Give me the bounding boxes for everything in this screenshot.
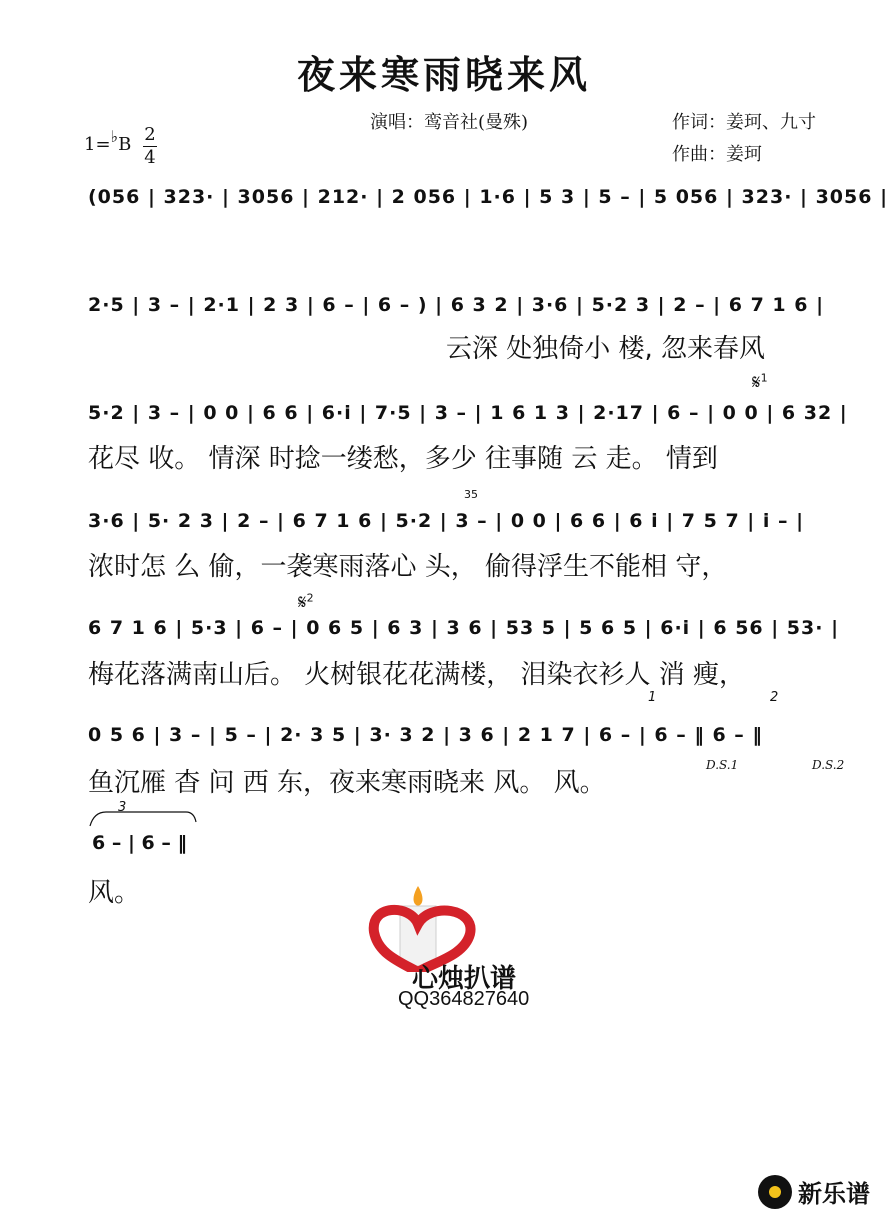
key-prefix: 1= [84, 134, 111, 155]
qq-number: QQ364827640 [398, 988, 530, 1010]
lyric-line-2: 云深 处独倚小 楼, 忽来春风 [446, 334, 766, 364]
notation-line-2: 2·5 | 3 – | 2·1 | 2 3 | 6 – | 6 – ) | 6 3 2 | 3·6 | 5·2 3 | 2 – | 6 7 1 6 | [88, 294, 825, 316]
brand-name: 新乐谱 [798, 1180, 870, 1208]
notation-line-3: 5·2 | 3 – | 0 0 | 6 6 | 6·i | 7·5 | 3 – | 1 6 1 3 | 2·17 | 6 – | 0 0 | 6 32 | [88, 402, 848, 424]
lyric-line-4: 浓时怎 么 偷，一袭寒雨落心 头， 偷得浮生不能相 守， [88, 552, 728, 582]
notation-line-4: 3·6 | 5· 2 3 | 2 – | 6 7 1 6 | 5·2 | 3 – | 0 0 | 6 6 | 6 i | 7 5 7 | i – | [88, 510, 805, 532]
lyric-line-7: 风。 [88, 878, 141, 908]
notation-line-1: (056 | 323· | 3056 | 212· | 2 056 | 1·6 | 5 3 | 5 – | 5 056 | 323· | 3056 | [88, 186, 888, 208]
segno-2-icon: 𝄋$^2$ [298, 590, 314, 614]
segno-1-icon: 𝄋$^1$ [752, 370, 768, 394]
logo-text: 心烛扒谱 [412, 964, 517, 994]
brand-watermark [758, 1174, 870, 1209]
performer-credit: 演唱：鸾音社(曼殊) [370, 112, 529, 133]
lyricist-credit: 作词：姜珂、九寸 [672, 112, 816, 133]
ending-2-label: 2 [770, 690, 779, 705]
key-signature [84, 127, 132, 155]
time-signature [143, 124, 157, 169]
lyric-line-5: 梅花落满南山后。 火树银花花满楼， 泪染衣衫人 消 瘦， [88, 660, 746, 690]
song-title: 夜来寒雨晓来风 [296, 52, 591, 97]
notation-final: 6 – | 6 – ‖ [92, 832, 187, 854]
notation-line-5: 6 7 1 6 | 5·3 | 6 – | 0 6 5 | 6 3 | 3 6 | 53 5 | 5 6 5 | 6·i | 6 56 | 53· | [88, 617, 840, 639]
record-icon [758, 1175, 792, 1209]
notation-line-6: 0 5 6 | 3 – | 5 – | 2· 3 5 | 3· 3 2 | 3 6 | 2 1 7 | 6 – | 6 – ‖ 6 – ‖ [88, 724, 763, 746]
key-note: B [118, 134, 132, 155]
lyric-line-6: 鱼沉雁 杳 问 西 东，夜来寒雨晓来 风。 风。 [88, 768, 606, 798]
ds-2-mark: D.S.2 [812, 758, 845, 772]
lyric-line-3: 花尽 收。 情深 时捻一缕愁，多少 往事随 云 走。 情到 [88, 444, 718, 474]
ending-1-label: 1 [648, 690, 657, 705]
ending-3-label: 3 [118, 800, 127, 815]
time-bottom: 4 [144, 147, 156, 168]
ds-1-mark: D.S.1 [706, 758, 739, 772]
time-top: 2 [144, 124, 156, 145]
composer-credit: 作曲：姜珂 [672, 144, 762, 165]
grace-note: 35 [464, 488, 478, 501]
flat-symbol: ♭ [110, 127, 119, 146]
